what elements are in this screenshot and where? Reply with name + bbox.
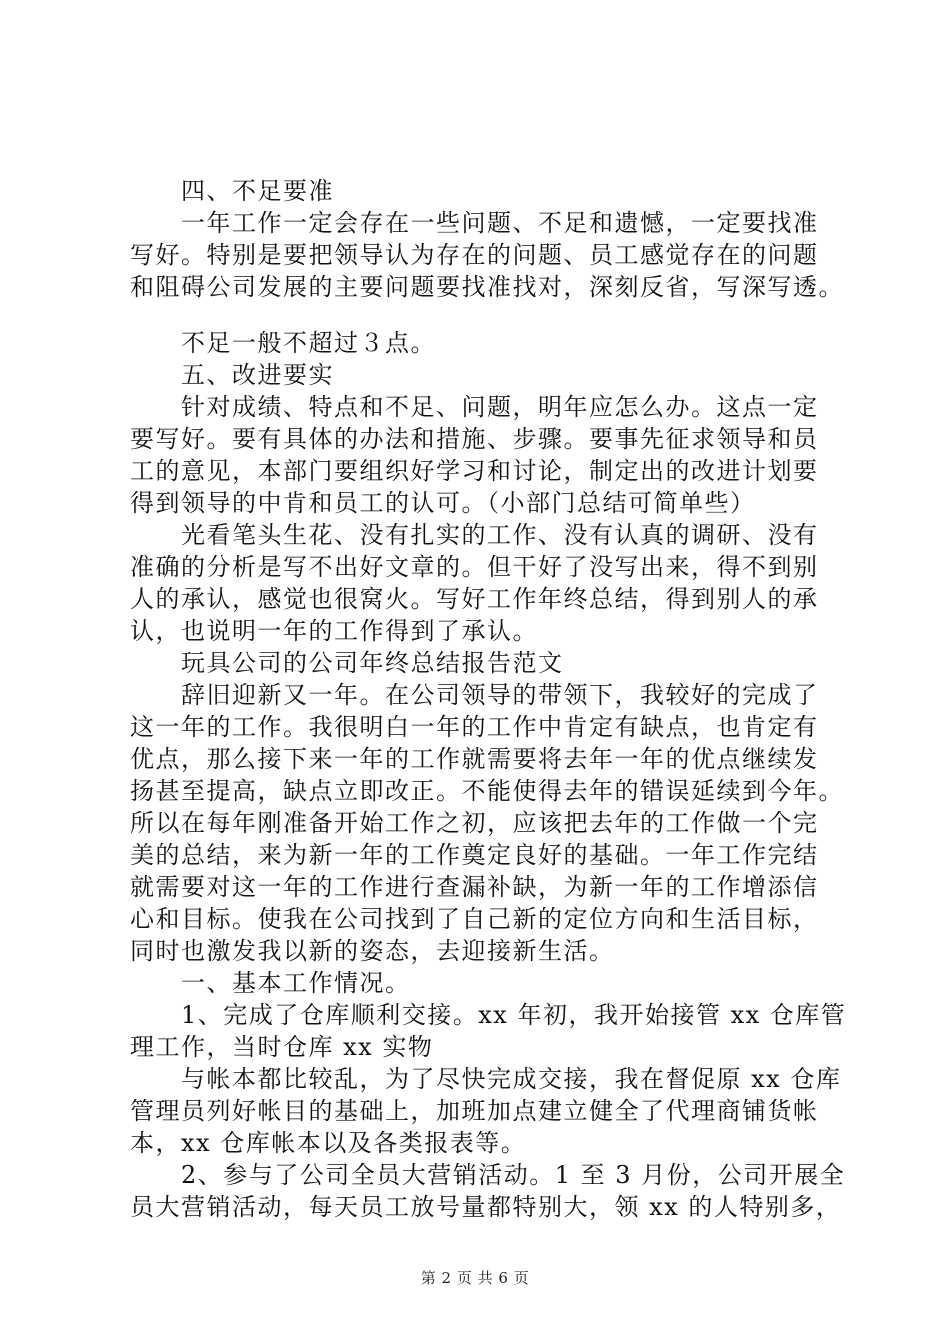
- paragraph-line: 辞旧迎新又一年。在公司领导的带领下，我较好的完成了: [130, 681, 819, 709]
- paragraph-line: 与帐本都比较乱，为了尽快完成交接，我在督促原 xx 仓库: [130, 1065, 842, 1093]
- paragraph-line: 准确的分析是写不出好文章的。但干好了没写出来，得不到别: [130, 553, 819, 581]
- paragraph-line: 2、参与了公司全员大营销活动。1 至 3 月份，公司开展全: [130, 1161, 846, 1189]
- paragraph-line: 这一年的工作。我很明白一年的工作中肯定有缺点，也肯定有: [130, 713, 819, 741]
- paragraph-line: 1、完成了仓库顺利交接。xx 年初，我开始接管 xx 仓库管: [130, 1001, 847, 1029]
- paragraph-line: 一年工作一定会存在一些问题、不足和遗憾，一定要找准: [130, 209, 819, 237]
- paragraph-line: 美的总结，来为新一年的工作奠定良好的基础。一年工作完结: [130, 841, 819, 869]
- section-heading: 一、基本工作情况。: [130, 969, 411, 997]
- blank-line: [130, 303, 860, 327]
- paragraph-line: 同时也激发我以新的姿态，去迎接新生活。: [130, 937, 615, 965]
- paragraph-line: 不足一般不超过３点。: [130, 329, 436, 357]
- page-number-footer: 第 2 页 共 6 页: [420, 1269, 530, 1287]
- paragraph-line: 所以在每年刚准备开始工作之初，应该把去年的工作做一个完: [130, 809, 819, 837]
- paragraph-line: 针对成绩、特点和不足、问题，明年应怎么办。这点一定: [130, 393, 819, 421]
- paragraph-line: 优点，那么接下来一年的工作就需要将去年一年的优点继续发: [130, 745, 819, 773]
- paragraph-line: 认，也说明一年的工作得到了承认。: [130, 617, 538, 645]
- section-heading: 五、改进要实: [130, 361, 334, 389]
- paragraph-line: 写好。特别是要把领导认为存在的问题、员工感觉存在的问题: [130, 241, 819, 269]
- paragraph-line: 人的承认，感觉也很窝火。写好工作年终总结，得到别人的承: [130, 585, 819, 613]
- paragraph-line: 扬甚至提高，缺点立即改正。不能使得去年的错误延续到今年。: [130, 777, 844, 805]
- section-heading: 四、不足要准: [130, 177, 334, 205]
- paragraph-line: 就需要对这一年的工作进行查漏补缺，为新一年的工作增添信: [130, 873, 819, 901]
- paragraph-line: 心和目标。使我在公司找到了自己新的定位方向和生活目标，: [130, 905, 819, 933]
- paragraph-line: 要写好。要有具体的办法和措施、步骤。要事先征求领导和员: [130, 425, 819, 453]
- paragraph-line: 光看笔头生花、没有扎实的工作、没有认真的调研、没有: [130, 521, 819, 549]
- article-title: 玩具公司的公司年终总结报告范文: [130, 649, 564, 677]
- paragraph-line: 工的意见，本部门要组织好学习和讨论，制定出的改进计划要: [130, 457, 819, 485]
- paragraph-line: 员大营销活动，每天员工放号量都特别大，领 xx 的人特别多，: [130, 1193, 842, 1221]
- document-body: [130, 175, 860, 1223]
- paragraph-line: 本，xx 仓库帐本以及各类报表等。: [130, 1129, 527, 1157]
- paragraph-line: 管理员列好帐目的基础上，加班加点建立健全了代理商铺货帐: [130, 1097, 819, 1125]
- paragraph-line: 理工作，当时仓库 xx 实物: [130, 1033, 434, 1061]
- paragraph-line: 得到领导的中肯和员工的认可。（小部门总结可简单些）: [130, 489, 756, 517]
- paragraph-line: 和阻碍公司发展的主要问题要找准找对，深刻反省，写深写透。: [130, 273, 844, 301]
